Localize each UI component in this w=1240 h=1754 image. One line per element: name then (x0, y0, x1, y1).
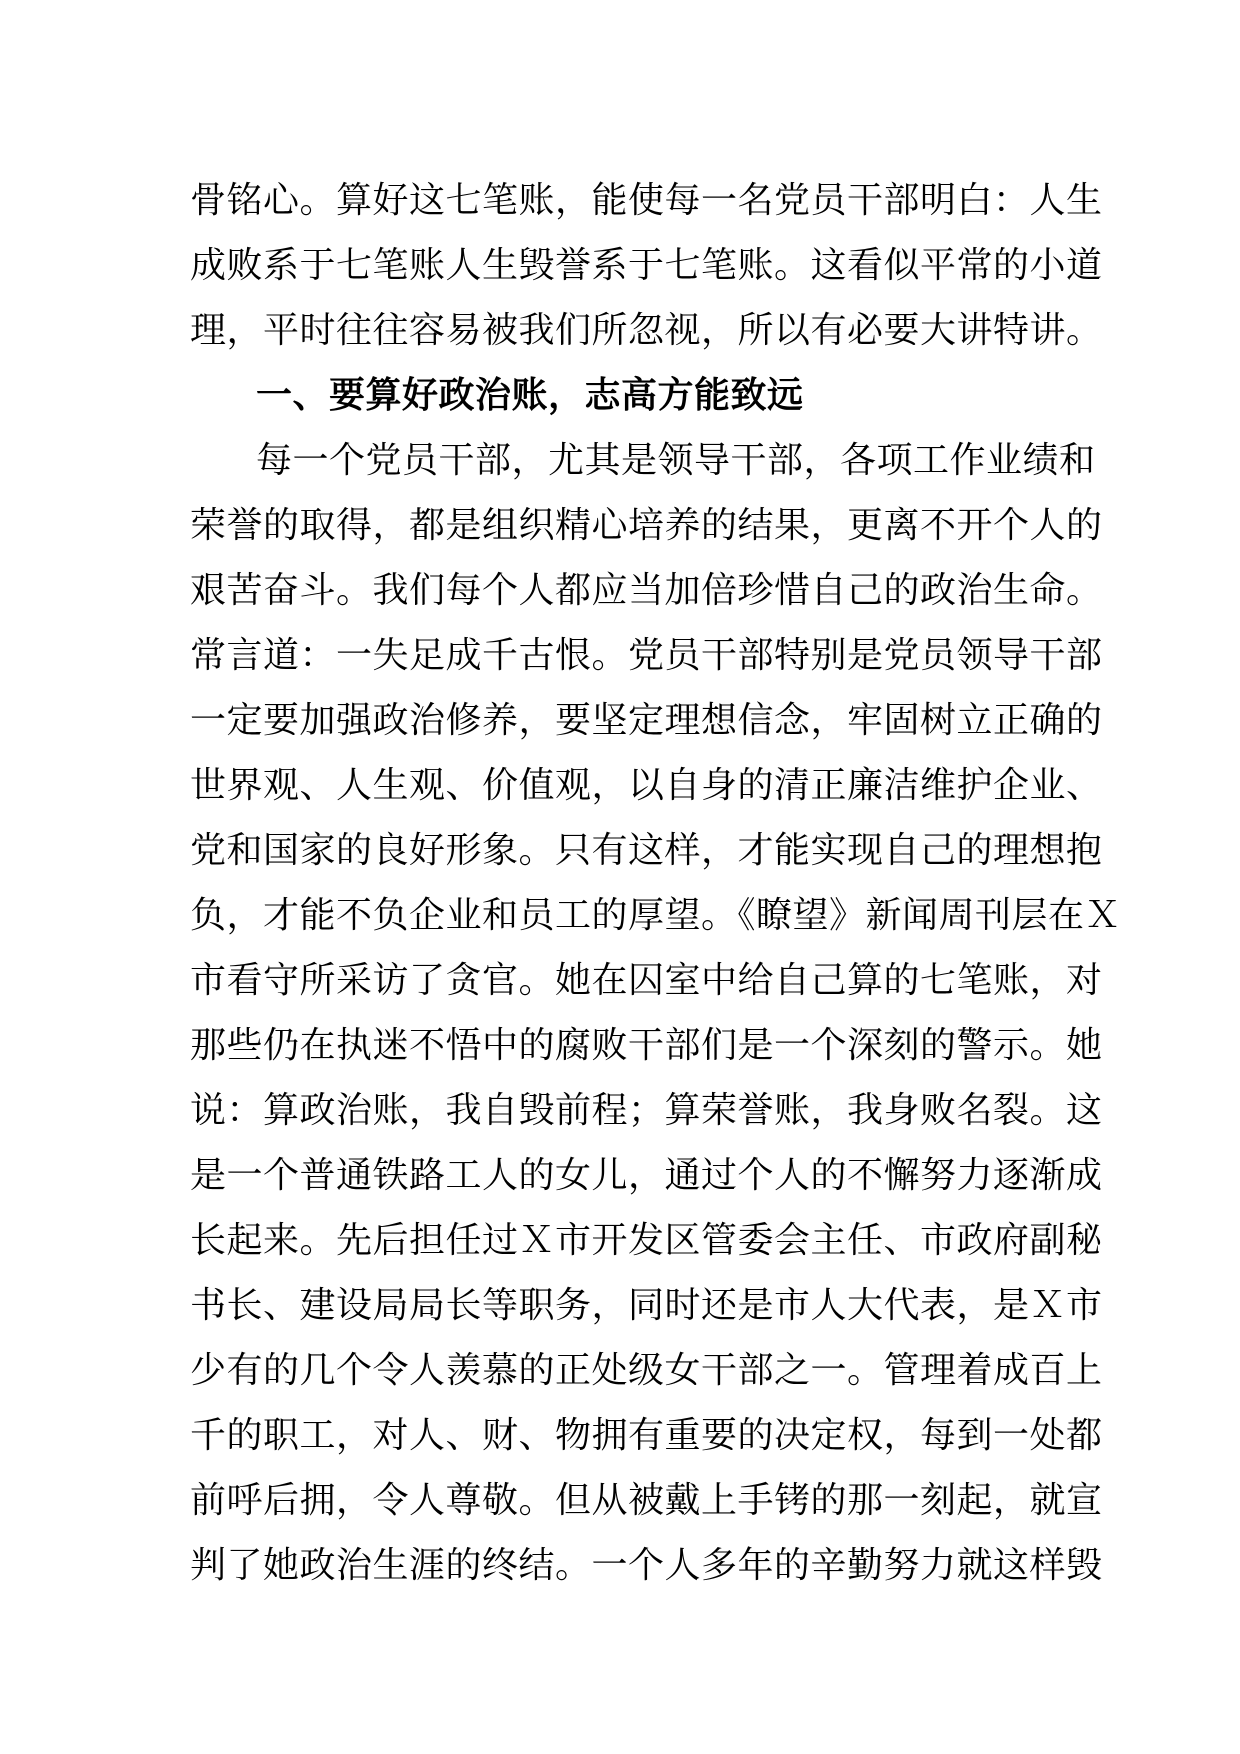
body-line: 是一个普通铁路工人的女儿，通过个人的不懈努力逐渐成 (190, 1155, 1103, 1196)
body-line: 少有的几个令人羡慕的正处级女干部之一。管理着成百上 (190, 1350, 1103, 1391)
body-line: 一定要加强政治修养，要坚定理想信念，牢固树立正确的 (190, 700, 1103, 741)
body-line: 世界观、人生观、价值观，以自身的清正廉洁维护企业、 (190, 765, 1103, 806)
body-line: 荣誉的取得，都是组织精心培养的结果，更离不开个人的 (190, 505, 1103, 546)
body-line: 负，才能不负企业和员工的厚望。《瞭望》新闻周刊层在Ｘ (190, 895, 1122, 936)
body-line: 理，平时往往容易被我们所忽视，所以有必要大讲特讲。 (190, 310, 1103, 351)
body-line: 市看守所采访了贪官。她在囚室中给自己算的七笔账，对 (190, 960, 1103, 1001)
body-line: 书长、建设局局长等职务，同时还是市人大代表，是Ｘ市 (190, 1285, 1103, 1326)
paragraph-first-line: 每一个党员干部，尤其是领导干部，各项工作业绩和 (256, 440, 1096, 481)
body-line: 那些仍在执迷不悟中的腐败干部们是一个深刻的警示。她 (190, 1025, 1103, 1066)
body-line: 说：算政治账，我自毁前程；算荣誉账，我身败名裂。这 (190, 1090, 1103, 1131)
body-line: 长起来。先后担任过Ｘ市开发区管委会主任、市政府副秘 (190, 1220, 1103, 1261)
body-line: 骨铭心。算好这七笔账，能使每一名党员干部明白：人生 (190, 180, 1103, 221)
body-line: 常言道：一失足成千古恨。党员干部特别是党员领导干部 (190, 635, 1103, 676)
body-line: 判了她政治生涯的终结。一个人多年的辛勤努力就这样毁 (190, 1545, 1103, 1586)
document-body (190, 168, 1122, 1598)
body-line: 党和国家的良好形象。只有这样，才能实现自己的理想抱 (190, 830, 1103, 871)
body-line: 前呼后拥，令人尊敬。但从被戴上手铐的那一刻起，就宣 (190, 1480, 1103, 1521)
body-line: 成败系于七笔账人生毁誉系于七笔账。这看似平常的小道 (190, 245, 1103, 286)
body-line: 艰苦奋斗。我们每个人都应当加倍珍惜自己的政治生命。 (190, 570, 1103, 611)
body-line: 千的职工，对人、财、物拥有重要的决定权，每到一处都 (190, 1415, 1103, 1456)
section-heading: 一、要算好政治账，志高方能致远 (256, 375, 804, 416)
